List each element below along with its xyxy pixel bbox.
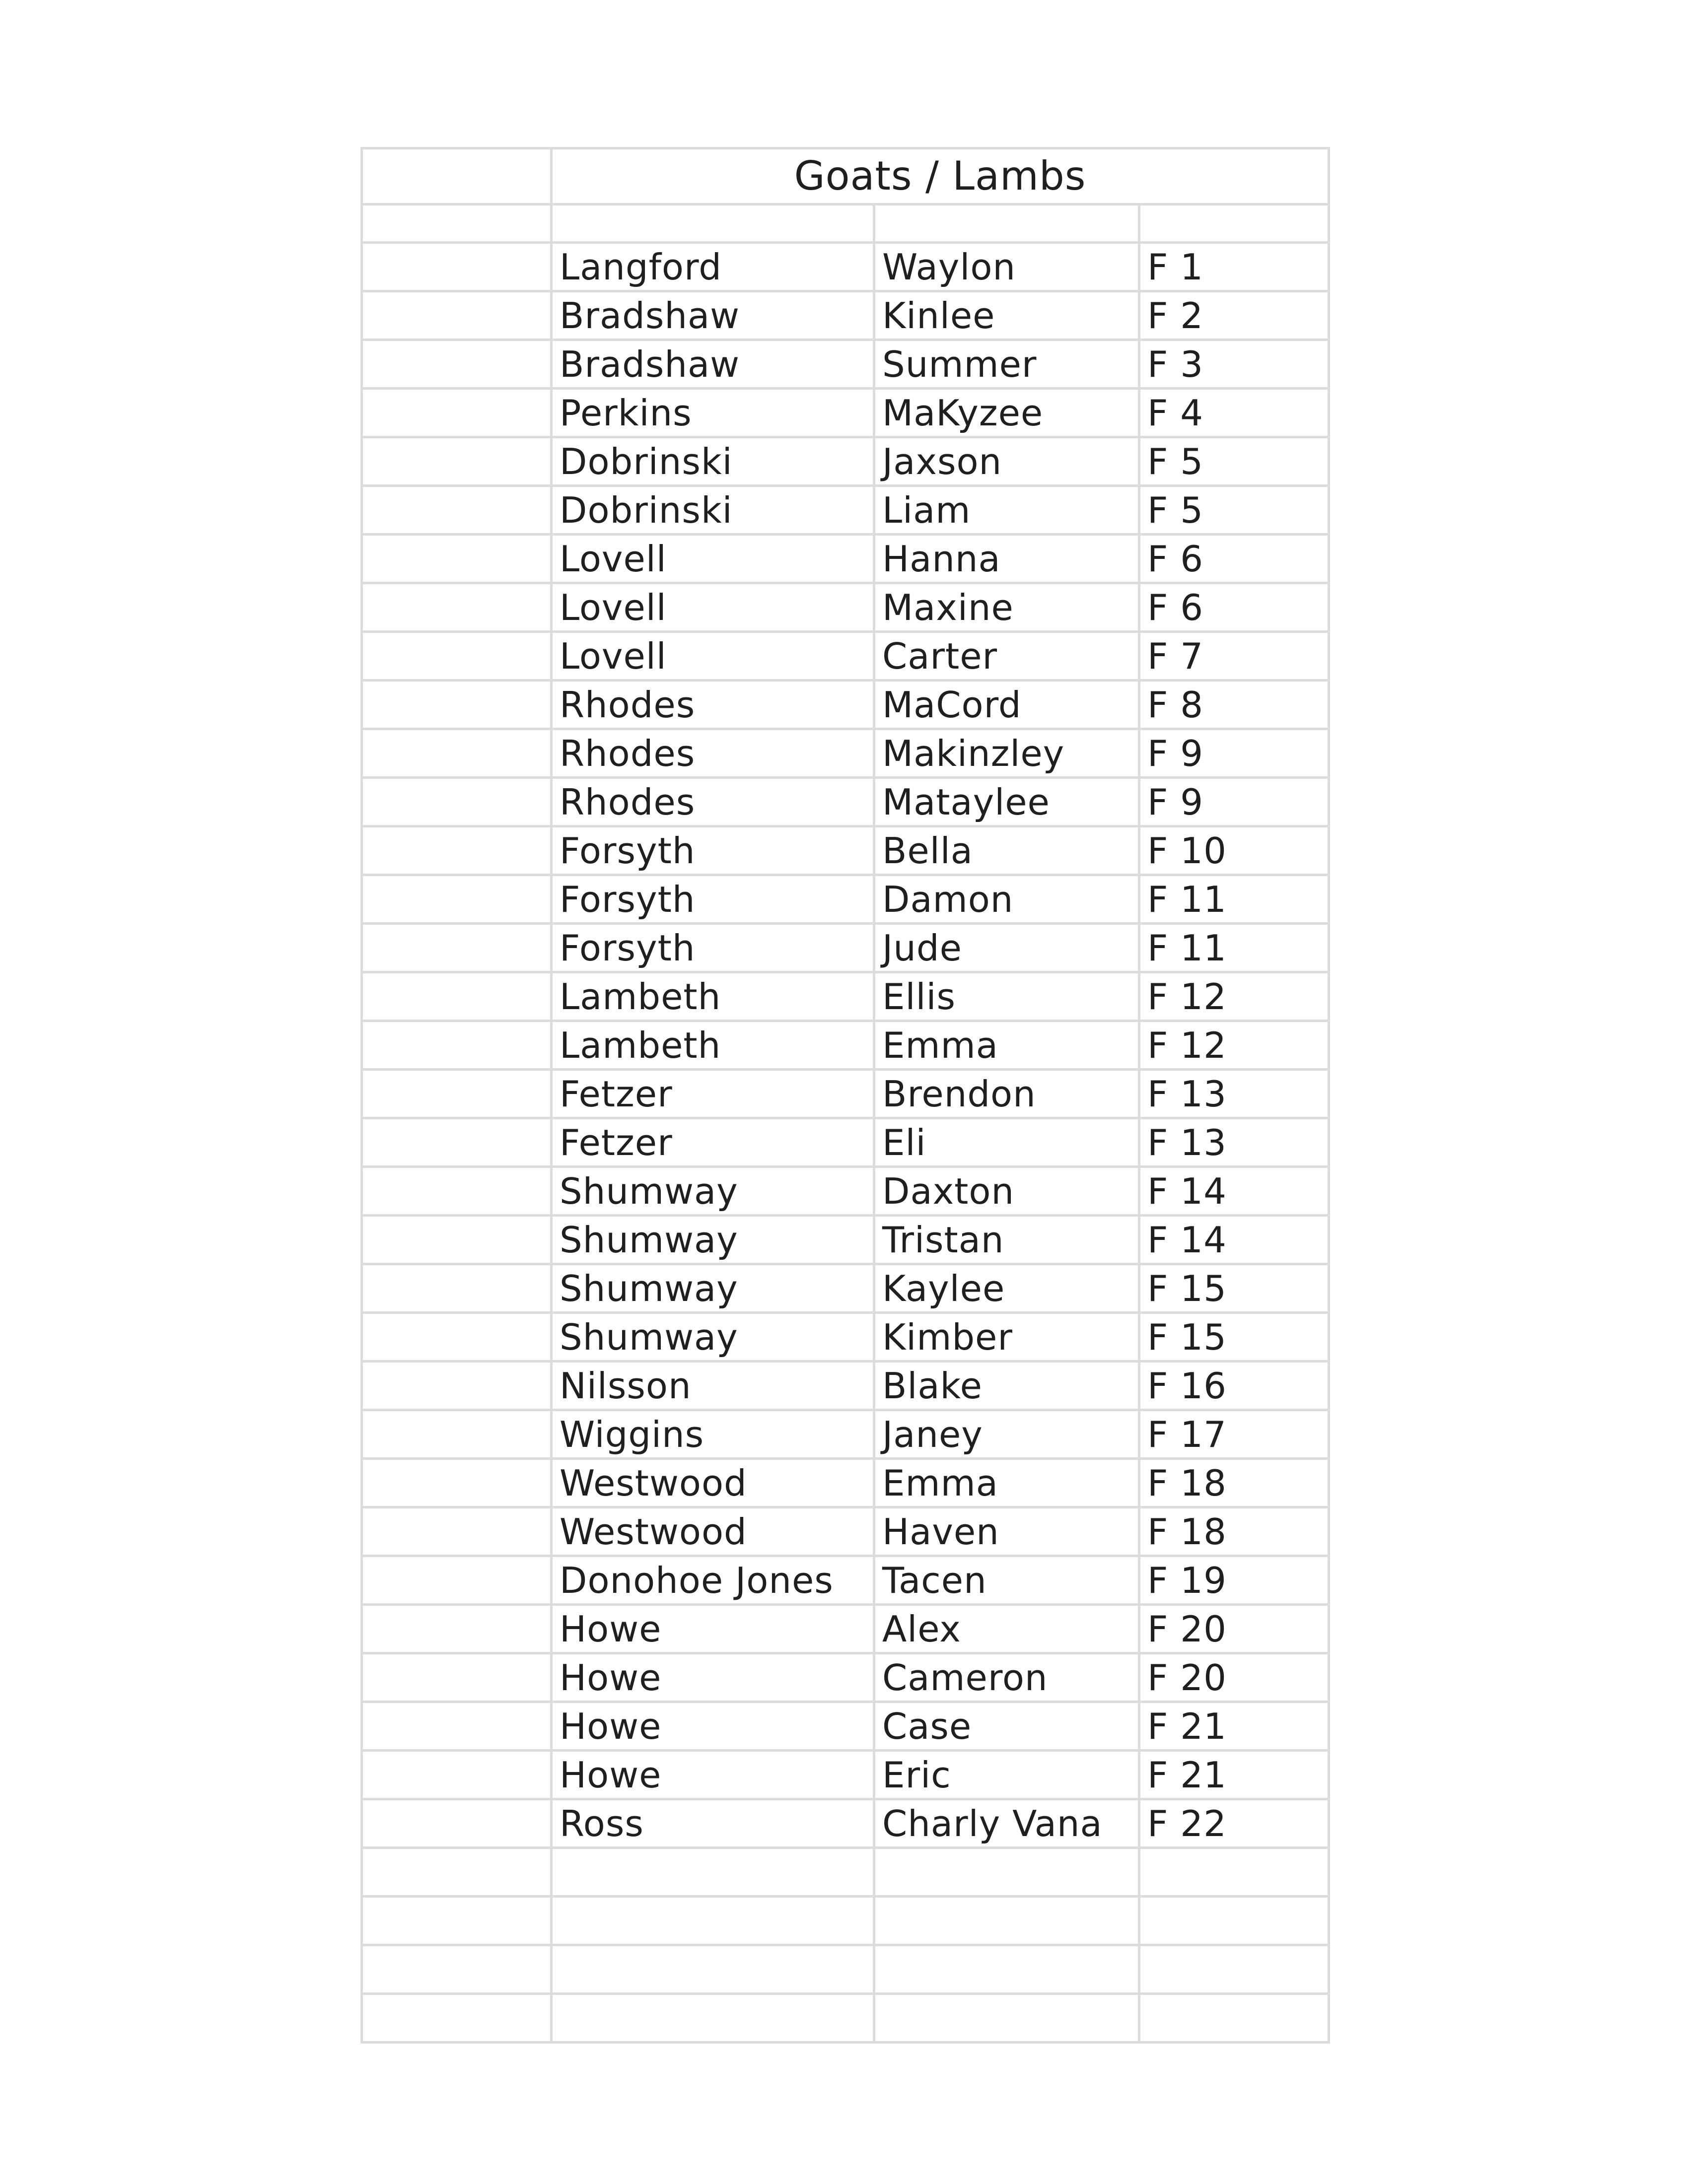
pen-code-cell[interactable]: F 22 (1139, 1799, 1329, 1848)
empty-cell[interactable] (362, 535, 552, 583)
table-row (362, 875, 1329, 924)
empty-cell[interactable] (1139, 1897, 1329, 1945)
empty-cell[interactable] (362, 1605, 552, 1653)
empty-cell[interactable] (1139, 1994, 1329, 2043)
empty-cell[interactable] (874, 1994, 1139, 2043)
pen-code-cell[interactable]: F 14 (1139, 1167, 1329, 1216)
first-name-cell[interactable]: Blake (874, 1362, 1139, 1410)
empty-cell[interactable] (362, 1897, 552, 1945)
table-row (362, 1410, 1329, 1459)
pen-code-cell[interactable]: F 15 (1139, 1264, 1329, 1313)
empty-cell[interactable] (874, 205, 1139, 243)
empty-cell[interactable] (362, 205, 552, 243)
table-row (362, 291, 1329, 340)
first-name-cell[interactable]: MaCord (874, 681, 1139, 729)
empty-cell[interactable] (362, 1021, 552, 1070)
empty-cell[interactable] (362, 1216, 552, 1264)
table-row (362, 972, 1329, 1021)
last-name-cell[interactable]: Lovell (552, 583, 874, 632)
last-name-cell[interactable]: Forsyth (552, 924, 874, 972)
empty-cell[interactable] (362, 1507, 552, 1556)
last-name-cell[interactable]: Shumway (552, 1264, 874, 1313)
empty-cell[interactable] (874, 1945, 1139, 1994)
first-name-cell[interactable]: Emma (874, 1459, 1139, 1507)
empty-cell[interactable] (362, 437, 552, 486)
blank-row (362, 1945, 1329, 1994)
empty-cell[interactable] (552, 1994, 874, 2043)
table-row (362, 1751, 1329, 1799)
last-name-cell[interactable]: Ross (552, 1799, 874, 1848)
table-row (362, 1118, 1329, 1167)
empty-cell[interactable] (362, 1362, 552, 1410)
last-name-cell[interactable]: Lovell (552, 535, 874, 583)
last-name-cell[interactable]: Forsyth (552, 826, 874, 875)
last-name-cell[interactable]: Perkins (552, 389, 874, 437)
last-name-cell[interactable]: Fetzer (552, 1118, 874, 1167)
last-name-cell[interactable]: Shumway (552, 1216, 874, 1264)
pen-code-cell[interactable]: F 11 (1139, 924, 1329, 972)
last-name-cell[interactable]: Donohoe Jones (552, 1556, 874, 1605)
first-name-cell[interactable]: Charly Vana (874, 1799, 1139, 1848)
empty-cell[interactable] (362, 1313, 552, 1362)
empty-cell[interactable] (362, 1653, 552, 1702)
first-name-cell[interactable]: Kinlee (874, 291, 1139, 340)
first-name-cell[interactable]: Waylon (874, 243, 1139, 291)
empty-cell[interactable] (362, 1751, 552, 1799)
pen-code-cell[interactable]: F 21 (1139, 1751, 1329, 1799)
last-name-cell[interactable]: Westwood (552, 1459, 874, 1507)
last-name-cell[interactable]: Lambeth (552, 972, 874, 1021)
first-name-cell[interactable]: Damon (874, 875, 1139, 924)
empty-cell[interactable] (362, 291, 552, 340)
last-name-cell[interactable]: Wiggins (552, 1410, 874, 1459)
empty-cell[interactable] (362, 389, 552, 437)
table-row (362, 1799, 1329, 1848)
blank-row (362, 1848, 1329, 1897)
first-name-cell[interactable]: Jude (874, 924, 1139, 972)
table-row (362, 1702, 1329, 1751)
first-name-cell[interactable]: Haven (874, 1507, 1139, 1556)
table-row (362, 729, 1329, 778)
last-name-cell[interactable]: Lambeth (552, 1021, 874, 1070)
last-name-cell[interactable]: Forsyth (552, 875, 874, 924)
table-row (362, 583, 1329, 632)
first-name-cell[interactable]: Carter (874, 632, 1139, 681)
last-name-cell[interactable]: Dobrinski (552, 486, 874, 535)
empty-cell[interactable] (362, 1264, 552, 1313)
empty-cell[interactable] (362, 583, 552, 632)
table-row (362, 1313, 1329, 1362)
empty-cell[interactable] (552, 1945, 874, 1994)
table-row (362, 1605, 1329, 1653)
empty-cell[interactable] (1139, 1945, 1329, 1994)
pen-code-cell[interactable]: F 13 (1139, 1118, 1329, 1167)
pen-code-cell[interactable]: F 9 (1139, 729, 1329, 778)
pen-code-cell[interactable]: F 20 (1139, 1605, 1329, 1653)
last-name-cell[interactable]: Dobrinski (552, 437, 874, 486)
last-name-cell[interactable]: Westwood (552, 1507, 874, 1556)
first-name-cell[interactable]: Maxine (874, 583, 1139, 632)
pen-code-cell[interactable]: F 9 (1139, 778, 1329, 826)
empty-cell[interactable] (362, 778, 552, 826)
blank-row (362, 1897, 1329, 1945)
pen-code-cell[interactable]: F 6 (1139, 535, 1329, 583)
pen-code-cell[interactable]: F 13 (1139, 1070, 1329, 1118)
last-name-cell[interactable]: Howe (552, 1653, 874, 1702)
first-name-cell[interactable]: Tristan (874, 1216, 1139, 1264)
last-name-cell[interactable]: Langford (552, 243, 874, 291)
pen-code-cell[interactable]: F 12 (1139, 972, 1329, 1021)
blank-row (362, 1994, 1329, 2043)
pen-code-cell[interactable]: F 3 (1139, 340, 1329, 389)
empty-cell[interactable] (362, 340, 552, 389)
first-name-cell[interactable]: Janey (874, 1410, 1139, 1459)
table-row (362, 389, 1329, 437)
last-name-cell[interactable]: Howe (552, 1605, 874, 1653)
table-row (362, 1216, 1329, 1264)
last-name-cell[interactable]: Rhodes (552, 681, 874, 729)
empty-cell[interactable] (362, 826, 552, 875)
last-name-cell[interactable]: Shumway (552, 1167, 874, 1216)
empty-cell[interactable] (362, 1556, 552, 1605)
last-name-cell[interactable]: Howe (552, 1702, 874, 1751)
first-name-cell[interactable]: Kaylee (874, 1264, 1139, 1313)
first-name-cell[interactable]: Cameron (874, 1653, 1139, 1702)
pen-code-cell[interactable]: F 5 (1139, 437, 1329, 486)
table-row (362, 1459, 1329, 1507)
first-name-cell[interactable]: Brendon (874, 1070, 1139, 1118)
first-name-cell[interactable]: Kimber (874, 1313, 1139, 1362)
empty-cell[interactable] (362, 1459, 552, 1507)
empty-cell[interactable] (362, 148, 552, 205)
table-row (362, 1264, 1329, 1313)
first-name-cell[interactable]: Hanna (874, 535, 1139, 583)
empty-cell[interactable] (362, 1070, 552, 1118)
pen-code-cell[interactable]: F 21 (1139, 1702, 1329, 1751)
first-name-cell[interactable]: Eric (874, 1751, 1139, 1799)
pen-code-cell[interactable]: F 8 (1139, 681, 1329, 729)
pen-code-cell[interactable]: F 14 (1139, 1216, 1329, 1264)
first-name-cell[interactable]: Eli (874, 1118, 1139, 1167)
first-name-cell[interactable]: Jaxson (874, 437, 1139, 486)
empty-cell[interactable] (874, 1897, 1139, 1945)
last-name-cell[interactable]: Rhodes (552, 778, 874, 826)
pen-code-cell[interactable]: F 10 (1139, 826, 1329, 875)
empty-cell[interactable] (362, 924, 552, 972)
empty-cell[interactable] (362, 1410, 552, 1459)
pen-code-cell[interactable]: F 5 (1139, 486, 1329, 535)
pen-code-cell[interactable]: F 12 (1139, 1021, 1329, 1070)
first-name-cell[interactable]: Emma (874, 1021, 1139, 1070)
table-title: Goats / Lambs (552, 148, 1329, 205)
first-name-cell[interactable]: Alex (874, 1605, 1139, 1653)
empty-cell[interactable] (362, 1118, 552, 1167)
empty-cell[interactable] (874, 1848, 1139, 1897)
first-name-cell[interactable]: Daxton (874, 1167, 1139, 1216)
table-row (362, 632, 1329, 681)
last-name-cell[interactable]: Lovell (552, 632, 874, 681)
table-row (362, 778, 1329, 826)
table-row (362, 437, 1329, 486)
first-name-cell[interactable]: Case (874, 1702, 1139, 1751)
empty-cell[interactable] (552, 205, 874, 243)
empty-cell[interactable] (362, 681, 552, 729)
first-name-cell[interactable]: Ellis (874, 972, 1139, 1021)
empty-cell[interactable] (362, 1945, 552, 1994)
pen-code-cell[interactable]: F 4 (1139, 389, 1329, 437)
empty-cell[interactable] (362, 632, 552, 681)
empty-cell[interactable] (362, 729, 552, 778)
empty-cell[interactable] (1139, 1848, 1329, 1897)
pen-code-cell[interactable]: F 17 (1139, 1410, 1329, 1459)
pen-code-cell[interactable]: F 18 (1139, 1507, 1329, 1556)
table-row (362, 243, 1329, 291)
first-name-cell[interactable]: Mataylee (874, 778, 1139, 826)
table-row (362, 1021, 1329, 1070)
table-row (362, 340, 1329, 389)
empty-cell[interactable] (362, 972, 552, 1021)
pen-code-cell[interactable]: F 1 (1139, 243, 1329, 291)
empty-cell[interactable] (552, 1848, 874, 1897)
table-row (362, 1507, 1329, 1556)
pen-code-cell[interactable]: F 19 (1139, 1556, 1329, 1605)
table-row (362, 1070, 1329, 1118)
table-row (362, 1362, 1329, 1410)
empty-cell[interactable] (1139, 205, 1329, 243)
empty-cell[interactable] (362, 1848, 552, 1897)
table-row (362, 535, 1329, 583)
title-row (362, 148, 1329, 205)
pen-code-cell[interactable]: F 6 (1139, 583, 1329, 632)
first-name-cell[interactable]: Liam (874, 486, 1139, 535)
pen-code-cell[interactable]: F 20 (1139, 1653, 1329, 1702)
empty-cell[interactable] (362, 1167, 552, 1216)
goats-lambs-table (360, 147, 1330, 2044)
table-row (362, 1653, 1329, 1702)
empty-cell[interactable] (362, 1799, 552, 1848)
pen-code-cell[interactable]: F 15 (1139, 1313, 1329, 1362)
first-name-cell[interactable]: Makinzley (874, 729, 1139, 778)
table-row (362, 924, 1329, 972)
last-name-cell[interactable]: Bradshaw (552, 291, 874, 340)
last-name-cell[interactable]: Rhodes (552, 729, 874, 778)
pen-code-cell[interactable]: F 11 (1139, 875, 1329, 924)
table-row (362, 681, 1329, 729)
empty-cell[interactable] (362, 486, 552, 535)
empty-cell[interactable] (362, 1702, 552, 1751)
empty-cell[interactable] (362, 1994, 552, 2043)
last-name-cell[interactable]: Fetzer (552, 1070, 874, 1118)
first-name-cell[interactable]: Summer (874, 340, 1139, 389)
pen-code-cell[interactable]: F 2 (1139, 291, 1329, 340)
last-name-cell[interactable]: Nilsson (552, 1362, 874, 1410)
last-name-cell[interactable]: Howe (552, 1751, 874, 1799)
empty-cell[interactable] (552, 1897, 874, 1945)
pen-code-cell[interactable]: F 18 (1139, 1459, 1329, 1507)
pen-code-cell[interactable]: F 16 (1139, 1362, 1329, 1410)
last-name-cell[interactable]: Bradshaw (552, 340, 874, 389)
pen-code-cell[interactable]: F 7 (1139, 632, 1329, 681)
empty-cell[interactable] (362, 875, 552, 924)
first-name-cell[interactable]: Tacen (874, 1556, 1139, 1605)
empty-cell[interactable] (362, 243, 552, 291)
table-row (362, 826, 1329, 875)
last-name-cell[interactable]: Shumway (552, 1313, 874, 1362)
spacer-row (362, 205, 1329, 243)
table-row (362, 1556, 1329, 1605)
table-row (362, 486, 1329, 535)
first-name-cell[interactable]: Bella (874, 826, 1139, 875)
first-name-cell[interactable]: MaKyzee (874, 389, 1139, 437)
table-row (362, 1167, 1329, 1216)
